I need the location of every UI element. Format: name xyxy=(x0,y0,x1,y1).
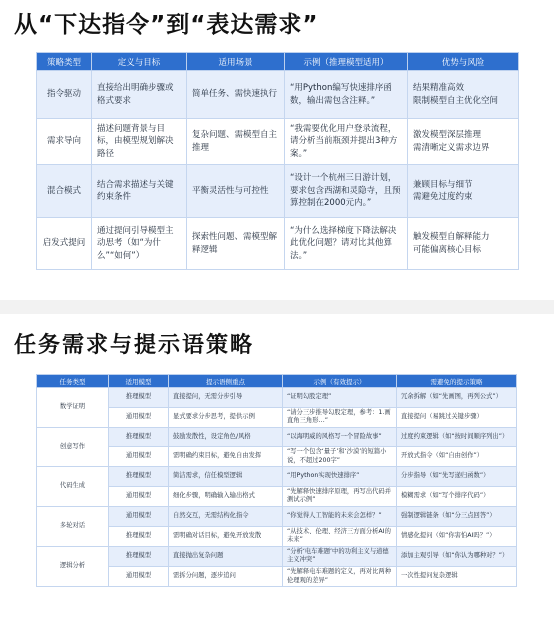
model-cell: 通用模型 xyxy=(109,407,169,427)
col-header: 适用模型 xyxy=(109,375,169,388)
col-header: 任务类型 xyxy=(37,375,109,388)
task-type-cell: 创意写作 xyxy=(37,427,109,467)
col-header: 需避免的提示策略 xyxy=(397,375,517,388)
strategy-table xyxy=(36,52,519,270)
table-cell: “分析‘电车难题’中的功利主义与道德主义冲突” xyxy=(283,546,397,566)
strategy-card xyxy=(0,0,554,300)
table-cell: 冗余拆解（如“先画图，再列公式”） xyxy=(397,388,517,408)
table-cell: 直接提问，无需分步引导 xyxy=(169,388,283,408)
table-cell: “先解释电车难题的定义，再对比两种伦理观的差异” xyxy=(283,566,397,586)
table-row xyxy=(37,388,517,408)
model-cell: 推理模型 xyxy=(109,526,169,546)
table-cell: 需拆分问题，逐步追问 xyxy=(169,566,283,586)
col-header: 策略类型 xyxy=(37,53,92,71)
col-header: 定义与目标 xyxy=(92,53,187,71)
table-cell: “为什么选择梯度下降法解决此优化问题？请对比其他算法。” xyxy=(285,218,408,270)
table-cell: 细化步骤，明确输入输出格式 xyxy=(169,486,283,506)
table-row xyxy=(37,507,517,527)
table-cell: 简单任务、需快速执行 xyxy=(187,71,285,119)
table-row xyxy=(37,546,517,566)
table-cell: “先解释快速排序原理，再写出代码并测试示例” xyxy=(283,486,397,506)
table-cell: “请分三步推导勾股定理，参考：1.画直角三角形…” xyxy=(283,407,397,427)
table-cell: 平衡灵活性与可控性 xyxy=(187,165,285,218)
task-type-cell: 多轮对话 xyxy=(37,507,109,547)
table-row xyxy=(37,407,517,427)
model-cell: 推理模型 xyxy=(109,467,169,487)
task-type-cell: 数学证明 xyxy=(37,388,109,428)
table-cell: “你觉得人工智能的未来会怎样？” xyxy=(283,507,397,527)
strategy-type-cell: 需求导向 xyxy=(37,119,92,165)
table-cell: 通过提问引导模型主动思考（如“为什么”“如何”） xyxy=(92,218,187,270)
strategy-type-cell: 启发式提问 xyxy=(37,218,92,270)
table-cell: 复杂问题、需模型自主推理 xyxy=(187,119,285,165)
table-cell: 强制逻辑链条（如“分三点回答”） xyxy=(397,507,517,527)
table-cell: 模糊需求（如“写个排序代码”） xyxy=(397,486,517,506)
col-header: 示例（有效提示） xyxy=(283,375,397,388)
table-cell: “我需要优化用户登录流程，请分析当前瓶颈并提出3种方案。” xyxy=(285,119,408,165)
model-cell: 通用模型 xyxy=(109,486,169,506)
col-header: 提示语侧重点 xyxy=(169,375,283,388)
table-cell: 探索性问题、需模型解释逻辑 xyxy=(187,218,285,270)
table-cell: 直接提问（易跳过关键步骤） xyxy=(397,407,517,427)
model-cell: 推理模型 xyxy=(109,427,169,447)
table-cell: 需明确对话目标，避免开放发散 xyxy=(169,526,283,546)
col-header: 示例（推理模型适用） xyxy=(285,53,408,71)
table-cell: “用Python实现快速排序” xyxy=(283,467,397,487)
table-cell: “用Python编写快速排序函数，输出需包含注释。” xyxy=(285,71,408,119)
table-cell: “写一个包含‘量子’和‘沙漠’的短篇小说，不超过200字” xyxy=(283,447,397,467)
table-cell: “以海明威的风格写一个冒险故事” xyxy=(283,427,397,447)
strategy-type-cell: 混合模式 xyxy=(37,165,92,218)
table-cell: 简洁需求，信任模型逻辑 xyxy=(169,467,283,487)
table-cell: 自然交互，无需结构化指令 xyxy=(169,507,283,527)
table-cell: 情感化提问（如“你害怕AI吗？”） xyxy=(397,526,517,546)
table-cell: 触发模型自解释能力 可能偏离核心目标 xyxy=(408,218,519,270)
table-cell: 直接抛出复杂问题 xyxy=(169,546,283,566)
table-row xyxy=(37,119,519,165)
table-row xyxy=(37,566,517,586)
task-type-cell: 代码生成 xyxy=(37,467,109,507)
table-row xyxy=(37,165,519,218)
table-row xyxy=(37,218,519,270)
section1-title: 从“下达指令”到“表达需求” xyxy=(14,12,319,38)
table-cell: “证明勾股定理” xyxy=(283,388,397,408)
table-cell: 添加主观引导（如“你认为哪种对？”） xyxy=(397,546,517,566)
table-cell: 激发模型深层推理 需清晰定义需求边界 xyxy=(408,119,519,165)
col-header: 优势与风险 xyxy=(408,53,519,71)
table-header-row xyxy=(37,53,519,71)
model-cell: 通用模型 xyxy=(109,566,169,586)
task-card xyxy=(0,314,554,629)
model-cell: 通用模型 xyxy=(109,507,169,527)
table-row xyxy=(37,427,517,447)
table-row xyxy=(37,71,519,119)
table-row xyxy=(37,486,517,506)
table-row xyxy=(37,447,517,467)
table-row xyxy=(37,526,517,546)
table-cell: 直接给出明确步骤或格式要求 xyxy=(92,71,187,119)
table-row xyxy=(37,467,517,487)
table-cell: 分步指导（如“先写递归函数”） xyxy=(397,467,517,487)
table-cell: 需明确约束目标，避免自由发挥 xyxy=(169,447,283,467)
model-cell: 推理模型 xyxy=(109,546,169,566)
table-cell: 兼顾目标与细节 需避免过度约束 xyxy=(408,165,519,218)
task-table xyxy=(36,374,517,587)
table-cell: 开放式指令（如“自由创作”） xyxy=(397,447,517,467)
table-cell: 描述问题背景与目标，由模型规划解决路径 xyxy=(92,119,187,165)
col-header: 适用场景 xyxy=(187,53,285,71)
table-cell: “设计一个杭州三日游计划，要求包含西湖和灵隐寺，且预算控制在2000元内。” xyxy=(285,165,408,218)
strategy-type-cell: 指令驱动 xyxy=(37,71,92,119)
table-cell: 结合需求描述与关键约束条件 xyxy=(92,165,187,218)
task-type-cell: 逻辑分析 xyxy=(37,546,109,586)
table-cell: “从技术、伦理、经济三方面分析AI的未来” xyxy=(283,526,397,546)
table-cell: 过度约束逻辑（如“按时间顺序列出”） xyxy=(397,427,517,447)
table-cell: 结果精准高效 限制模型自主优化空间 xyxy=(408,71,519,119)
table-cell: 显式要求分步思考，提供示例 xyxy=(169,407,283,427)
section2-title: 任务需求与提示语策略 xyxy=(14,333,255,358)
model-cell: 通用模型 xyxy=(109,447,169,467)
table-header-row xyxy=(37,375,517,388)
table-cell: 鼓励发散性，设定角色/风格 xyxy=(169,427,283,447)
table-cell: 一次性提问复杂逻辑 xyxy=(397,566,517,586)
model-cell: 推理模型 xyxy=(109,388,169,408)
